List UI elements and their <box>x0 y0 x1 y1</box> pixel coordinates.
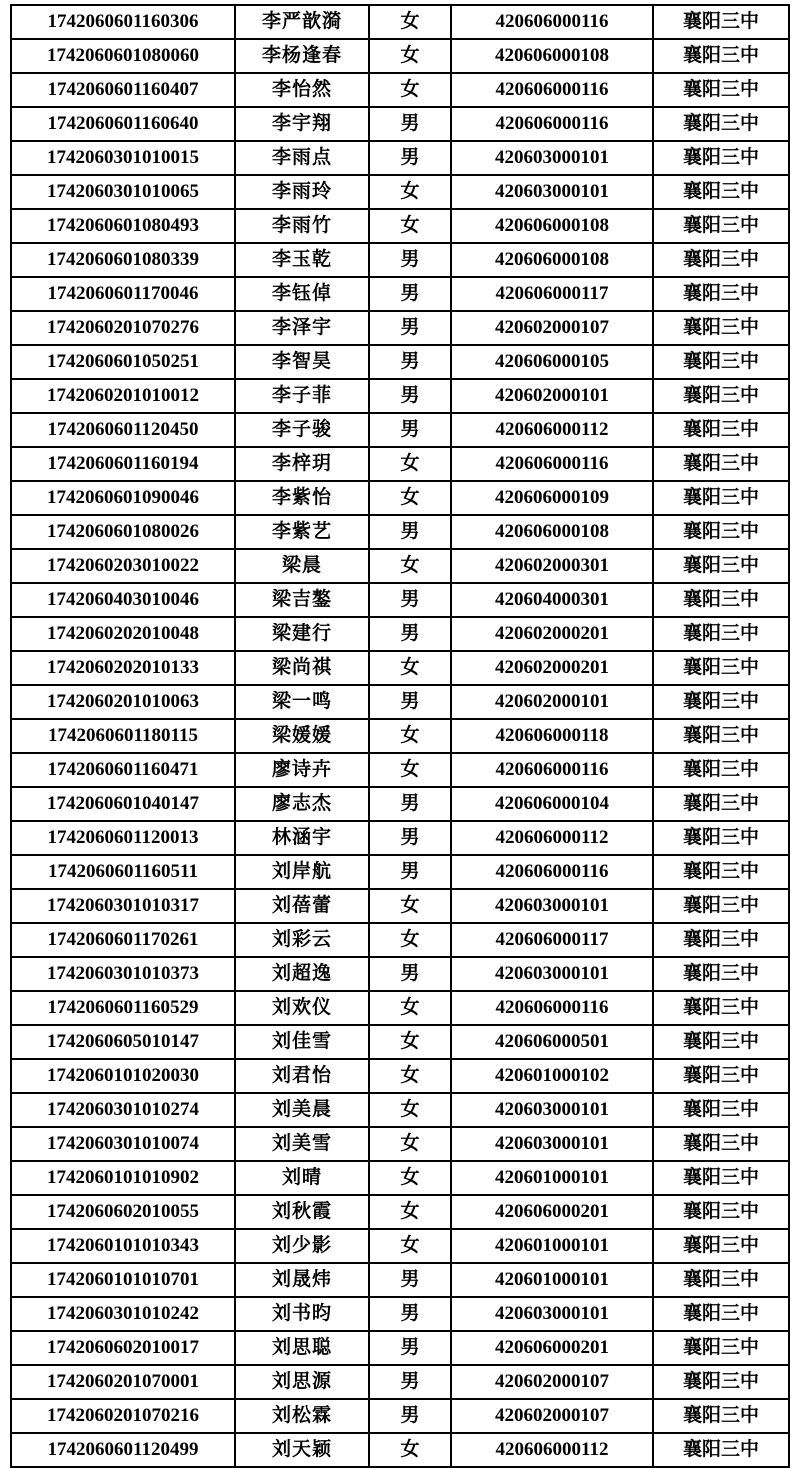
cell-exam-id: 1742060601080026 <box>11 515 235 549</box>
cell-registration-code: 420602000201 <box>451 617 653 651</box>
cell-registration-code: 420606000112 <box>451 1433 653 1467</box>
table-row <box>11 1229 789 1263</box>
cell-student-name: 刘少影 <box>235 1229 369 1263</box>
cell-gender: 女 <box>369 1229 451 1263</box>
cell-registration-code: 420606000201 <box>451 1195 653 1229</box>
cell-gender: 男 <box>369 1331 451 1365</box>
cell-registration-code: 420606000108 <box>451 39 653 73</box>
cell-exam-id: 1742060101010343 <box>11 1229 235 1263</box>
cell-school: 襄阳三中 <box>653 1331 789 1365</box>
cell-registration-code: 420606000201 <box>451 1331 653 1365</box>
cell-gender: 女 <box>369 923 451 957</box>
table-row <box>11 1399 789 1433</box>
cell-registration-code: 420606000108 <box>451 209 653 243</box>
cell-exam-id: 1742060601160529 <box>11 991 235 1025</box>
cell-exam-id: 1742060101010701 <box>11 1263 235 1297</box>
cell-registration-code: 420602000101 <box>451 685 653 719</box>
cell-student-name: 刘佳雪 <box>235 1025 369 1059</box>
cell-exam-id: 1742060601120013 <box>11 821 235 855</box>
cell-school: 襄阳三中 <box>653 481 789 515</box>
cell-student-name: 廖诗卉 <box>235 753 369 787</box>
cell-exam-id: 1742060301010242 <box>11 1297 235 1331</box>
cell-gender: 女 <box>369 1195 451 1229</box>
cell-registration-code: 420606000116 <box>451 5 653 39</box>
cell-gender: 男 <box>369 379 451 413</box>
cell-gender: 女 <box>369 1025 451 1059</box>
cell-gender: 女 <box>369 753 451 787</box>
cell-gender: 男 <box>369 413 451 447</box>
cell-school: 襄阳三中 <box>653 1229 789 1263</box>
table-row <box>11 209 789 243</box>
cell-gender: 男 <box>369 277 451 311</box>
cell-registration-code: 420606000108 <box>451 243 653 277</box>
table-row <box>11 345 789 379</box>
cell-exam-id: 1742060601160471 <box>11 753 235 787</box>
cell-registration-code: 420601000101 <box>451 1229 653 1263</box>
table-row <box>11 685 789 719</box>
cell-school: 襄阳三中 <box>653 1399 789 1433</box>
cell-student-name: 李子菲 <box>235 379 369 413</box>
table-row <box>11 583 789 617</box>
cell-student-name: 刘松霖 <box>235 1399 369 1433</box>
cell-registration-code: 420603000101 <box>451 141 653 175</box>
cell-student-name: 刘彩云 <box>235 923 369 957</box>
cell-student-name: 刘岸航 <box>235 855 369 889</box>
cell-school: 襄阳三中 <box>653 719 789 753</box>
cell-exam-id: 1742060301010373 <box>11 957 235 991</box>
cell-student-name: 李杨逢春 <box>235 39 369 73</box>
cell-gender: 女 <box>369 1093 451 1127</box>
cell-school: 襄阳三中 <box>653 1059 789 1093</box>
cell-gender: 男 <box>369 787 451 821</box>
cell-school: 襄阳三中 <box>653 549 789 583</box>
cell-student-name: 李泽宇 <box>235 311 369 345</box>
table-row <box>11 447 789 481</box>
cell-school: 襄阳三中 <box>653 855 789 889</box>
cell-gender: 男 <box>369 311 451 345</box>
cell-student-name: 廖志杰 <box>235 787 369 821</box>
cell-registration-code: 420606000112 <box>451 821 653 855</box>
cell-school: 襄阳三中 <box>653 923 789 957</box>
cell-school: 襄阳三中 <box>653 311 789 345</box>
table-row <box>11 107 789 141</box>
cell-student-name: 刘秋霞 <box>235 1195 369 1229</box>
cell-student-name: 李雨点 <box>235 141 369 175</box>
cell-exam-id: 1742060601120450 <box>11 413 235 447</box>
cell-exam-id: 1742060601080339 <box>11 243 235 277</box>
cell-exam-id: 1742060601040147 <box>11 787 235 821</box>
cell-student-name: 梁媛媛 <box>235 719 369 753</box>
cell-registration-code: 420602000107 <box>451 1365 653 1399</box>
cell-school: 襄阳三中 <box>653 209 789 243</box>
cell-registration-code: 420602000301 <box>451 549 653 583</box>
cell-gender: 女 <box>369 651 451 685</box>
table-row <box>11 923 789 957</box>
table-row <box>11 889 789 923</box>
cell-gender: 男 <box>369 1365 451 1399</box>
cell-registration-code: 420606000116 <box>451 107 653 141</box>
cell-gender: 女 <box>369 719 451 753</box>
cell-school: 襄阳三中 <box>653 1433 789 1467</box>
cell-school: 襄阳三中 <box>653 991 789 1025</box>
cell-exam-id: 1742060301010274 <box>11 1093 235 1127</box>
cell-registration-code: 420606000116 <box>451 73 653 107</box>
cell-school: 襄阳三中 <box>653 73 789 107</box>
cell-school: 襄阳三中 <box>653 1263 789 1297</box>
cell-gender: 男 <box>369 1263 451 1297</box>
cell-registration-code: 420602000107 <box>451 1399 653 1433</box>
cell-student-name: 刘蓓蕾 <box>235 889 369 923</box>
cell-gender: 男 <box>369 1399 451 1433</box>
table-row <box>11 73 789 107</box>
cell-exam-id: 1742060202010048 <box>11 617 235 651</box>
cell-registration-code: 420602000107 <box>451 311 653 345</box>
cell-student-name: 李智昊 <box>235 345 369 379</box>
cell-gender: 女 <box>369 889 451 923</box>
cell-registration-code: 420603000101 <box>451 1127 653 1161</box>
table-row <box>11 1161 789 1195</box>
table-row <box>11 141 789 175</box>
table-row <box>11 787 789 821</box>
cell-student-name: 李子骏 <box>235 413 369 447</box>
cell-school: 襄阳三中 <box>653 821 789 855</box>
table-row <box>11 1025 789 1059</box>
cell-registration-code: 420602000201 <box>451 651 653 685</box>
cell-gender: 女 <box>369 991 451 1025</box>
cell-exam-id: 1742060201070001 <box>11 1365 235 1399</box>
cell-gender: 男 <box>369 515 451 549</box>
cell-school: 襄阳三中 <box>653 1025 789 1059</box>
cell-student-name: 梁建行 <box>235 617 369 651</box>
cell-gender: 女 <box>369 1127 451 1161</box>
cell-registration-code: 420606000116 <box>451 447 653 481</box>
cell-school: 襄阳三中 <box>653 787 789 821</box>
table-row <box>11 311 789 345</box>
cell-exam-id: 1742060602010017 <box>11 1331 235 1365</box>
cell-registration-code: 420601000101 <box>451 1263 653 1297</box>
cell-gender: 女 <box>369 175 451 209</box>
table-row <box>11 39 789 73</box>
cell-gender: 男 <box>369 821 451 855</box>
cell-school: 襄阳三中 <box>653 651 789 685</box>
cell-school: 襄阳三中 <box>653 583 789 617</box>
cell-gender: 男 <box>369 345 451 379</box>
cell-student-name: 梁一鸣 <box>235 685 369 719</box>
cell-student-name: 梁晨 <box>235 549 369 583</box>
table-row <box>11 1127 789 1161</box>
cell-exam-id: 1742060301010074 <box>11 1127 235 1161</box>
table-row <box>11 719 789 753</box>
cell-exam-id: 1742060601170261 <box>11 923 235 957</box>
cell-exam-id: 1742060602010055 <box>11 1195 235 1229</box>
cell-student-name: 李雨玲 <box>235 175 369 209</box>
table-row <box>11 1331 789 1365</box>
cell-school: 襄阳三中 <box>653 957 789 991</box>
cell-registration-code: 420606000105 <box>451 345 653 379</box>
cell-registration-code: 420601000101 <box>451 1161 653 1195</box>
roster-table <box>10 4 790 1468</box>
cell-registration-code: 420603000101 <box>451 1093 653 1127</box>
cell-student-name: 梁吉鏊 <box>235 583 369 617</box>
cell-exam-id: 1742060201010063 <box>11 685 235 719</box>
table-row <box>11 1297 789 1331</box>
cell-exam-id: 1742060201010012 <box>11 379 235 413</box>
cell-student-name: 李钰倬 <box>235 277 369 311</box>
table-row <box>11 991 789 1025</box>
cell-school: 襄阳三中 <box>653 413 789 447</box>
cell-student-name: 刘欢仪 <box>235 991 369 1025</box>
cell-student-name: 李紫怡 <box>235 481 369 515</box>
cell-school: 襄阳三中 <box>653 685 789 719</box>
table-row <box>11 1093 789 1127</box>
cell-exam-id: 1742060601160640 <box>11 107 235 141</box>
cell-exam-id: 1742060601090046 <box>11 481 235 515</box>
cell-registration-code: 420606000116 <box>451 991 653 1025</box>
cell-school: 襄阳三中 <box>653 243 789 277</box>
cell-student-name: 刘思源 <box>235 1365 369 1399</box>
cell-school: 襄阳三中 <box>653 1161 789 1195</box>
cell-gender: 男 <box>369 141 451 175</box>
cell-school: 襄阳三中 <box>653 379 789 413</box>
cell-school: 襄阳三中 <box>653 753 789 787</box>
cell-exam-id: 1742060601160194 <box>11 447 235 481</box>
cell-school: 襄阳三中 <box>653 1365 789 1399</box>
cell-school: 襄阳三中 <box>653 515 789 549</box>
cell-student-name: 李雨竹 <box>235 209 369 243</box>
cell-gender: 男 <box>369 243 451 277</box>
cell-gender: 男 <box>369 617 451 651</box>
cell-registration-code: 420603000101 <box>451 175 653 209</box>
cell-registration-code: 420601000102 <box>451 1059 653 1093</box>
cell-student-name: 刘晴 <box>235 1161 369 1195</box>
cell-exam-id: 1742060101020030 <box>11 1059 235 1093</box>
cell-registration-code: 420604000301 <box>451 583 653 617</box>
cell-school: 襄阳三中 <box>653 39 789 73</box>
cell-gender: 女 <box>369 549 451 583</box>
cell-exam-id: 1742060301010317 <box>11 889 235 923</box>
table-row <box>11 413 789 447</box>
cell-registration-code: 420606000112 <box>451 413 653 447</box>
cell-student-name: 林涵宇 <box>235 821 369 855</box>
cell-registration-code: 420606000116 <box>451 753 653 787</box>
cell-gender: 女 <box>369 481 451 515</box>
table-row <box>11 379 789 413</box>
cell-student-name: 李怡然 <box>235 73 369 107</box>
cell-gender: 女 <box>369 1059 451 1093</box>
cell-gender: 女 <box>369 209 451 243</box>
cell-school: 襄阳三中 <box>653 1195 789 1229</box>
cell-gender: 女 <box>369 1161 451 1195</box>
table-row <box>11 1365 789 1399</box>
cell-student-name: 李宇翔 <box>235 107 369 141</box>
cell-exam-id: 1742060601120499 <box>11 1433 235 1467</box>
cell-student-name: 李梓玥 <box>235 447 369 481</box>
cell-registration-code: 420603000101 <box>451 889 653 923</box>
cell-exam-id: 1742060201070276 <box>11 311 235 345</box>
cell-gender: 女 <box>369 5 451 39</box>
cell-registration-code: 420606000104 <box>451 787 653 821</box>
roster-table-body <box>11 5 789 1467</box>
cell-school: 襄阳三中 <box>653 141 789 175</box>
cell-school: 襄阳三中 <box>653 5 789 39</box>
table-row <box>11 1059 789 1093</box>
cell-exam-id: 1742060601170046 <box>11 277 235 311</box>
cell-student-name: 刘美雪 <box>235 1127 369 1161</box>
cell-student-name: 刘晟炜 <box>235 1263 369 1297</box>
table-row <box>11 1263 789 1297</box>
cell-gender: 男 <box>369 855 451 889</box>
cell-gender: 女 <box>369 73 451 107</box>
document-page <box>0 4 800 1460</box>
cell-student-name: 李紫艺 <box>235 515 369 549</box>
cell-exam-id: 1742060605010147 <box>11 1025 235 1059</box>
cell-registration-code: 420606000116 <box>451 855 653 889</box>
cell-exam-id: 1742060203010022 <box>11 549 235 583</box>
cell-student-name: 刘君怡 <box>235 1059 369 1093</box>
cell-registration-code: 420606000117 <box>451 277 653 311</box>
table-row <box>11 277 789 311</box>
cell-registration-code: 420606000117 <box>451 923 653 957</box>
table-row <box>11 175 789 209</box>
cell-school: 襄阳三中 <box>653 345 789 379</box>
cell-exam-id: 1742060201070216 <box>11 1399 235 1433</box>
cell-exam-id: 1742060301010015 <box>11 141 235 175</box>
cell-gender: 男 <box>369 1297 451 1331</box>
cell-exam-id: 1742060601160511 <box>11 855 235 889</box>
cell-gender: 男 <box>369 957 451 991</box>
cell-school: 襄阳三中 <box>653 1127 789 1161</box>
cell-registration-code: 420603000101 <box>451 957 653 991</box>
cell-student-name: 刘书昀 <box>235 1297 369 1331</box>
cell-exam-id: 1742060601160407 <box>11 73 235 107</box>
table-row <box>11 855 789 889</box>
cell-exam-id: 1742060601180115 <box>11 719 235 753</box>
cell-student-name: 李严歆漪 <box>235 5 369 39</box>
cell-registration-code: 420606000501 <box>451 1025 653 1059</box>
cell-registration-code: 420606000118 <box>451 719 653 753</box>
cell-student-name: 刘美晨 <box>235 1093 369 1127</box>
cell-school: 襄阳三中 <box>653 1297 789 1331</box>
cell-school: 襄阳三中 <box>653 107 789 141</box>
cell-school: 襄阳三中 <box>653 447 789 481</box>
table-row <box>11 617 789 651</box>
table-row <box>11 243 789 277</box>
cell-registration-code: 420606000108 <box>451 515 653 549</box>
cell-student-name: 刘超逸 <box>235 957 369 991</box>
table-row <box>11 957 789 991</box>
table-row <box>11 651 789 685</box>
cell-gender: 女 <box>369 39 451 73</box>
cell-school: 襄阳三中 <box>653 889 789 923</box>
cell-gender: 男 <box>369 685 451 719</box>
cell-exam-id: 1742060601050251 <box>11 345 235 379</box>
table-row <box>11 1195 789 1229</box>
table-row <box>11 753 789 787</box>
table-row <box>11 515 789 549</box>
cell-exam-id: 1742060301010065 <box>11 175 235 209</box>
cell-school: 襄阳三中 <box>653 1093 789 1127</box>
table-row <box>11 549 789 583</box>
cell-gender: 女 <box>369 1433 451 1467</box>
cell-exam-id: 1742060403010046 <box>11 583 235 617</box>
cell-student-name: 刘天颖 <box>235 1433 369 1467</box>
table-row <box>11 5 789 39</box>
cell-school: 襄阳三中 <box>653 175 789 209</box>
cell-student-name: 梁尚祺 <box>235 651 369 685</box>
table-row <box>11 481 789 515</box>
cell-exam-id: 1742060601160306 <box>11 5 235 39</box>
cell-registration-code: 420606000109 <box>451 481 653 515</box>
table-row <box>11 1433 789 1467</box>
table-row <box>11 821 789 855</box>
cell-school: 襄阳三中 <box>653 617 789 651</box>
cell-gender: 男 <box>369 107 451 141</box>
cell-exam-id: 1742060601080060 <box>11 39 235 73</box>
cell-gender: 女 <box>369 447 451 481</box>
cell-exam-id: 1742060601080493 <box>11 209 235 243</box>
cell-student-name: 刘思聪 <box>235 1331 369 1365</box>
cell-exam-id: 1742060202010133 <box>11 651 235 685</box>
cell-school: 襄阳三中 <box>653 277 789 311</box>
cell-gender: 男 <box>369 583 451 617</box>
cell-registration-code: 420603000101 <box>451 1297 653 1331</box>
cell-registration-code: 420602000101 <box>451 379 653 413</box>
cell-exam-id: 1742060101010902 <box>11 1161 235 1195</box>
cell-student-name: 李玉乾 <box>235 243 369 277</box>
